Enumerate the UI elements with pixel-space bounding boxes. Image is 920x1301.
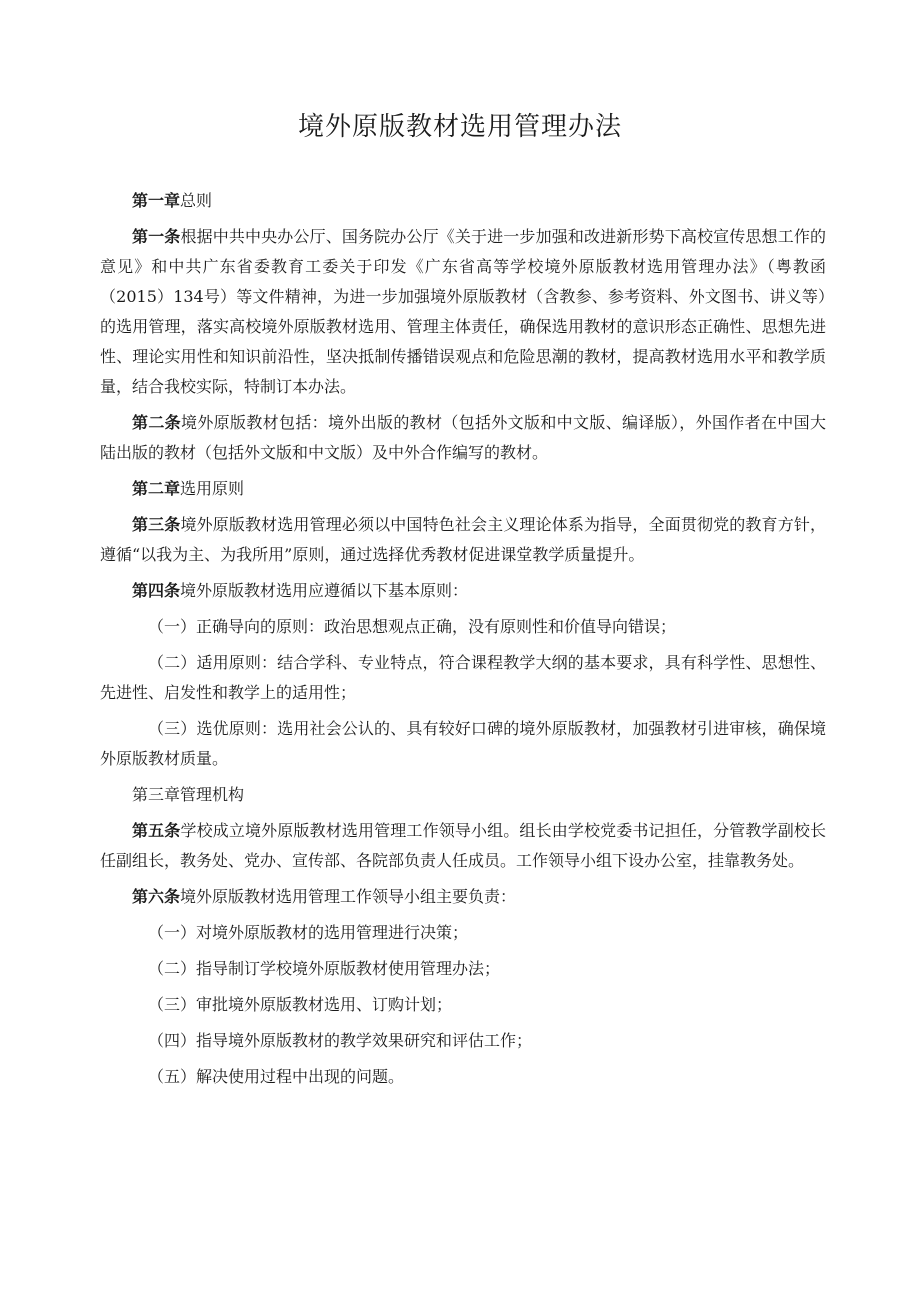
list-item: （三）选优原则：选用社会公认的、具有较好口碑的境外原版教材，加强教材引进审核，确保境外原版教材质量。	[100, 719, 826, 768]
list-item: （五）解决使用过程中出现的问题。	[148, 1067, 405, 1086]
chapter-label: 第二章	[132, 479, 181, 498]
article-text: 学校成立境外原版教材选用管理工作领导小组。组长由学校党委书记担任，分管教学副校长任副组长，教务处、党办、宣传部、各院部负责人任成员。工作领导小组下设办公室，挂靠教务处。	[100, 821, 826, 870]
list-item: （四）指导境外原版教材的教学效果研究和评估工作；	[148, 1031, 533, 1050]
article-text: 境外原版教材包括：境外出版的教材（包括外文版和中文版、编译版），外国作者在中国大陆出版的教材（包括外文版和中文版）及中外合作编写的教材。	[100, 413, 826, 462]
article-paragraph	[100, 882, 826, 912]
article-label: 第四条	[132, 581, 181, 600]
chapter-label: 第一章	[132, 191, 181, 210]
article-paragraph	[100, 816, 826, 876]
article-text: 境外原版教材选用应遵循以下基本原则：	[180, 581, 469, 600]
article-paragraph	[100, 222, 826, 402]
list-item: （一）对境外原版教材的选用管理进行决策；	[148, 923, 469, 942]
chapter-text: 总则	[180, 191, 213, 210]
list-item: （一）正确导向的原则：政治思想观点正确，没有原则性和价值导向错误；	[148, 617, 677, 636]
chapter-heading-plain: 第三章管理机构	[132, 785, 245, 804]
chapter-text: 选用原则	[180, 479, 245, 498]
article-paragraph	[100, 408, 826, 468]
list-item: （三）审批境外原版教材选用、订购计划；	[148, 995, 453, 1014]
article-label: 第二条	[132, 413, 181, 432]
article-paragraph	[100, 510, 826, 570]
article-paragraph	[100, 576, 826, 606]
article-label: 第六条	[132, 887, 181, 906]
article-text: 根据中共中央办公厅、国务院办公厅《关于进一步加强和改进新形势下高校宣传思想工作的意见》和中共广东省委教育工委关于印发《广东省高等学校境外原版教材选用管理办法》（粤教函（2015）134号）等文件精神，为进一步加强境外原版教材（含教参、参考资料、外文图书、讲义等）的选用管理，落实高校境外原版教材选用、管理主体责任，确保选用教材的意识形态正确性、思想先进性、理论实用性和知识前沿性，坚决抵制传播错误观点和危险思潮的教材，提高教材选用水平和教学质量，结合我校实际，特制订本办法。	[100, 227, 826, 396]
article-label: 第三条	[132, 515, 181, 534]
list-item: （二）指导制订学校境外原版教材使用管理办法；	[148, 959, 501, 978]
article-label: 第五条	[132, 821, 181, 840]
article-text: 境外原版教材选用管理必须以中国特色社会主义理论体系为指导，全面贯彻党的教育方针，遵循“以我为主、为我所用”原则，通过选择优秀教材促进课堂教学质量提升。	[100, 515, 826, 564]
page-title: 境外原版教材选用管理办法	[297, 112, 622, 142]
document-body	[100, 186, 826, 1098]
list-item: （二）适用原则：结合学科、专业特点，符合课程教学大纲的基本要求，具有科学性、思想性、先进性、启发性和教学上的适用性；	[100, 653, 826, 702]
article-label: 第一条	[132, 227, 181, 246]
chapter-heading	[100, 186, 826, 216]
chapter-heading	[100, 474, 826, 504]
article-text: 境外原版教材选用管理工作领导小组主要负责：	[180, 887, 517, 906]
